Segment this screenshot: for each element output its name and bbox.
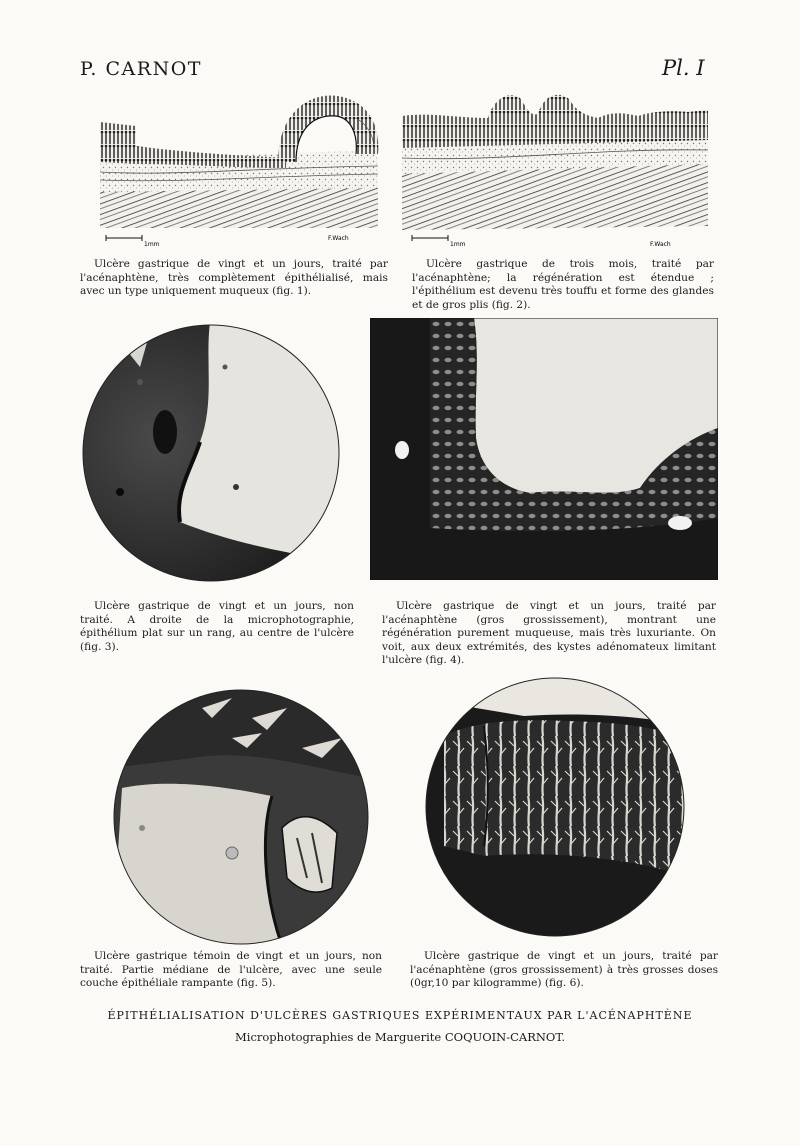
plate-title: ÉPITHÉLIALISATION D'ULCÈRES GASTRIQUES EXPÉRIMENTAUX PAR L'ACÉNAPHTÈNE: [107, 1009, 693, 1022]
fig1-artist-signature: F.Wach: [328, 235, 349, 242]
fig2-artist-signature: F.Wach: [650, 241, 671, 248]
figure-3-micrograph: [80, 322, 342, 584]
photo-credit: Microphotographies de Marguerite COQUOIN-CARNOT.: [234, 1030, 565, 1044]
figure-6-micrograph: [424, 676, 686, 938]
figure-6-caption: Ulcère gastrique de vingt et un jours, traité par l'acénaphtène (gros grossissement) à très grosses doses (0gr,10 par kilogramme) (fig. 6).: [410, 950, 718, 989]
figure-2-drawing: [398, 82, 712, 252]
figure-2-caption: Ulcère gastrique de trois mois, traité par l'acénaphtène; la régénération est étendue ; l'épithélium est devenu très touffu et forme des glandes et de gros plis (fig. 2).: [412, 258, 714, 311]
fig2-scale-label: 1mm: [450, 241, 466, 248]
figure-1-drawing: [96, 88, 384, 250]
figure-3-caption: Ulcère gastrique de vingt et un jours, non traité. A droite de la microphotographie, épithélium plat sur un rang, au centre de l'ulcère (fig. 3).: [80, 600, 354, 653]
author-header: P. CARNOT: [80, 58, 202, 80]
fig1-scale-label: 1mm: [144, 241, 160, 248]
figure-5-caption: Ulcère gastrique témoin de vingt et un jours, non traité. Partie médiane de l'ulcère, avec une seule couche épithéliale rampante (fig. 5).: [80, 950, 382, 989]
figure-5-micrograph: [112, 688, 370, 946]
figure-4-caption: Ulcère gastrique de vingt et un jours, traité par l'acénaphtène (gros grossissement), montrant une régénération purement muqueuse, mais très luxuriante. On voit, aux deux extrémités, des kystes adénomateux limitant l'ulcère (fig. 4).: [382, 600, 716, 666]
figure-4-micrograph: [370, 318, 718, 580]
plate-number: Pl. I: [662, 56, 705, 80]
figure-1-caption: Ulcère gastrique de vingt et un jours, traité par l'acénaphtène, très complètement épithélialisé, mais avec un type uniquement muqueux (fig. 1).: [80, 258, 388, 297]
